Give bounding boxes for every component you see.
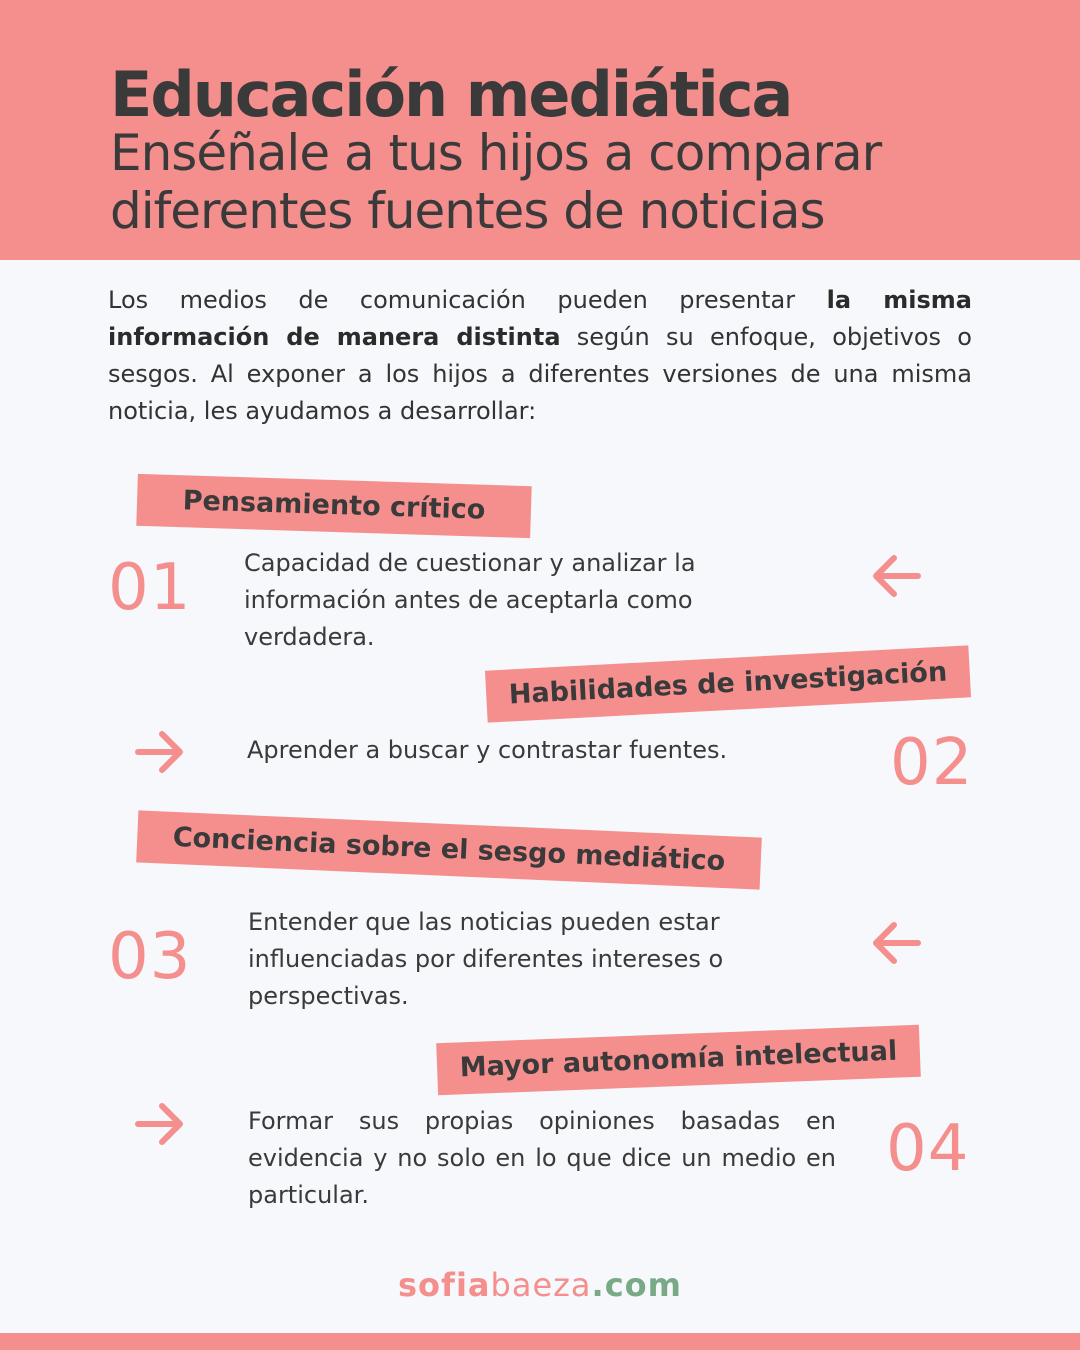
item-tag-pensamiento-critico: Pensamiento crítico (136, 474, 531, 538)
footer-bar (0, 1333, 1080, 1350)
item-description-03: Entender que las noticias pueden estar influenciadas por diferentes intereses o perspectivas. (248, 908, 724, 1010)
intro-text-start: Los medios de comunicación pueden presentar (108, 286, 827, 314)
arrow-left-icon (866, 913, 926, 973)
item-tag-autonomia-intelectual: Mayor autonomía intelectual (436, 1025, 921, 1096)
arrow-left-icon (866, 546, 926, 606)
website-part-baeza: baeza (490, 1266, 592, 1304)
arrow-right-icon (130, 1094, 190, 1154)
item-number-03: 03 (108, 920, 192, 994)
item-number-01: 01 (108, 551, 192, 625)
item-description-02: Aprender a buscar y contrastar fuentes. (247, 736, 728, 764)
item-description-04: Formar sus propias opiniones basadas en evidencia y no solo en lo que dice un medio en particular. (248, 1107, 836, 1209)
item-tag-habilidades-investigacion: Habilidades de investigación (485, 645, 971, 722)
website-part-com: .com (591, 1266, 682, 1304)
arrow-right-icon (130, 722, 190, 782)
item-description-01: Capacidad de cuestionar y analizar la información antes de aceptarla como verdadera. (244, 549, 696, 651)
intro-paragraph (108, 282, 972, 430)
intro-text-bold: la misma información de manera distinta (108, 286, 972, 351)
header-banner (0, 0, 1080, 260)
page-title: Educación mediática (110, 58, 792, 131)
item-tag-conciencia-sesgo: Conciencia sobre el sesgo mediático (136, 810, 762, 889)
website-link[interactable] (0, 1266, 1080, 1304)
item-number-02: 02 (890, 726, 974, 800)
website-part-sofia: sofia (398, 1266, 491, 1304)
page-subtitle: Enséñale a tus hijos a comparar diferentes fuentes de noticias (110, 124, 882, 240)
intro-text-end: según su enfoque, objetivos o sesgos. Al exponer a los hijos a diferentes versiones de una misma noticia, les ayudamos a desarrollar: (108, 323, 972, 425)
item-number-04: 04 (886, 1112, 970, 1186)
